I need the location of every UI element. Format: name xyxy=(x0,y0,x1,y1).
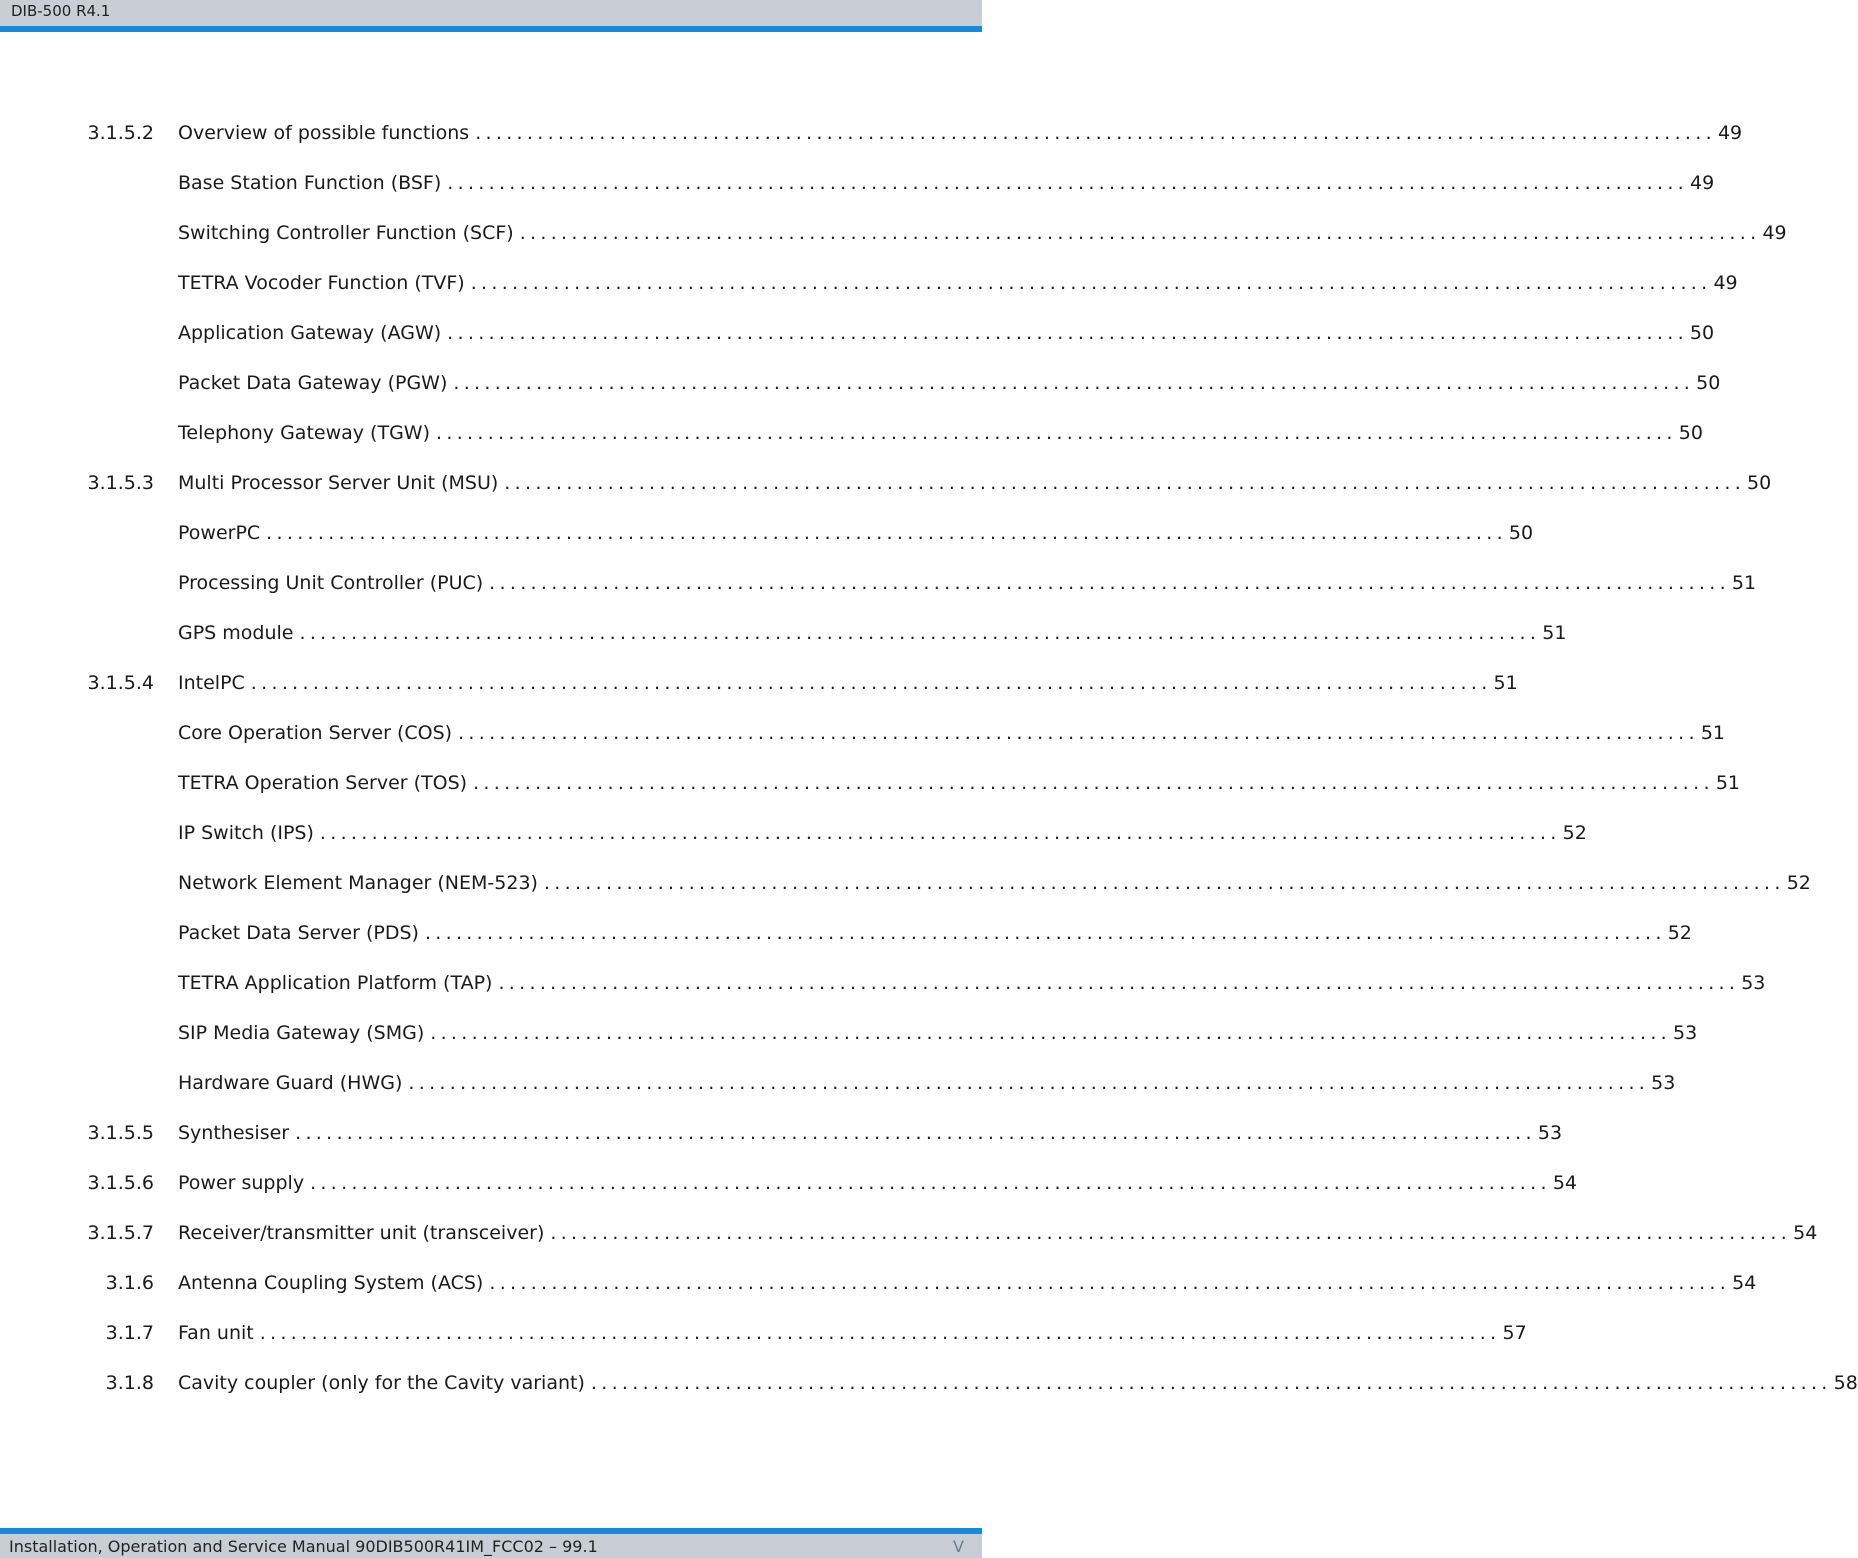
toc-page-number: 53 xyxy=(1741,972,1766,994)
toc-entry[interactable] xyxy=(0,1208,1818,1258)
toc-entry[interactable] xyxy=(0,808,1587,858)
toc-line xyxy=(178,758,1741,808)
toc-leader-dots: ........................................................................................................................ xyxy=(424,922,1666,944)
toc-page-number: 50 xyxy=(1696,372,1721,394)
toc-entry[interactable] xyxy=(0,158,1715,208)
toc-line xyxy=(178,408,1703,458)
toc-line xyxy=(178,1108,1563,1158)
toc-line xyxy=(178,1008,1698,1058)
toc-line xyxy=(178,658,1518,708)
toc-entry[interactable] xyxy=(0,1008,1698,1058)
toc-entry[interactable] xyxy=(0,1058,1676,1108)
toc-leader-dots: ........................................................................................................................ xyxy=(408,1072,1650,1094)
toc-section-number: 3.1.5.4 xyxy=(87,672,154,694)
toc-title: Fan unit xyxy=(178,1322,254,1344)
toc-leader-dots: ........................................................................................................................ xyxy=(473,772,1714,794)
toc-line xyxy=(178,908,1692,958)
toc-page-number: 53 xyxy=(1537,1122,1563,1144)
toc-section-number: 3.1.5.2 xyxy=(87,122,154,144)
toc-entry[interactable] xyxy=(0,558,1757,608)
toc-title: Application Gateway (AGW) xyxy=(178,322,442,344)
toc-line xyxy=(178,308,1715,358)
toc-leader-dots: ........................................................................................................................ xyxy=(470,272,1712,294)
toc-entry[interactable] xyxy=(0,908,1692,958)
toc-title: Switching Controller Function (SCF) xyxy=(178,222,514,244)
toc-page-number: 52 xyxy=(1562,822,1587,844)
toc-leader-dots: ........................................................................................................................ xyxy=(453,372,1695,394)
toc-title: PowerPC xyxy=(178,522,261,544)
toc-leader-dots: ........................................................................................................................ xyxy=(489,572,1730,594)
toc-page-number: 51 xyxy=(1731,572,1757,594)
toc-leader-dots: ........................................................................................................................ xyxy=(447,172,1689,194)
toc-section-number: 3.1.5.5 xyxy=(87,1122,154,1144)
page-header xyxy=(0,0,982,32)
toc-leader-dots: ........................................................................................................................ xyxy=(430,1022,1671,1044)
toc-leader-dots: ........................................................................................................................ xyxy=(447,322,1688,344)
toc-leader-dots: ........................................................................................................................ xyxy=(489,1272,1731,1294)
toc-page-number: 53 xyxy=(1651,1072,1676,1094)
toc-line xyxy=(178,1308,1527,1358)
toc-title: Synthesiser xyxy=(178,1122,290,1144)
toc-line xyxy=(178,258,1738,308)
footer-page-number: V xyxy=(953,1537,964,1556)
toc-page-number: 49 xyxy=(1713,272,1738,294)
toc-entry[interactable] xyxy=(0,508,1534,558)
toc-title: SIP Media Gateway (SMG) xyxy=(178,1022,425,1044)
table-of-contents xyxy=(0,108,1858,1408)
toc-line xyxy=(178,1058,1676,1108)
toc-line xyxy=(178,1158,1578,1208)
toc-title: Hardware Guard (HWG) xyxy=(178,1072,403,1094)
toc-title: Telephony Gateway (TGW) xyxy=(178,422,431,444)
toc-entry[interactable] xyxy=(0,1108,1563,1158)
toc-leader-dots: ........................................................................................................................ xyxy=(550,1222,1792,1244)
toc-line xyxy=(178,208,1787,258)
toc-page-number: 51 xyxy=(1542,622,1567,644)
toc-page-number: 50 xyxy=(1747,472,1772,494)
toc-title: TETRA Operation Server (TOS) xyxy=(178,772,468,794)
toc-page-number: 53 xyxy=(1673,1022,1698,1044)
toc-section-number: 3.1.6 xyxy=(105,1272,154,1294)
toc-title: IntelPC xyxy=(178,672,245,694)
toc-title: Packet Data Gateway (PGW) xyxy=(178,372,448,394)
toc-line xyxy=(178,958,1766,1008)
toc-line xyxy=(178,1208,1818,1258)
toc-title: Processing Unit Controller (PUC) xyxy=(178,572,484,594)
toc-page-number: 49 xyxy=(1717,122,1743,144)
toc-section-number: 3.1.5.3 xyxy=(87,472,154,494)
page-footer xyxy=(0,1528,982,1558)
toc-title: Receiver/transmitter unit (transceiver) xyxy=(178,1222,545,1244)
toc-leader-dots: ........................................................................................................................ xyxy=(436,422,1677,444)
toc-page-number: 52 xyxy=(1786,872,1811,894)
toc-title: IP Switch (IPS) xyxy=(178,822,314,844)
toc-page-number: 54 xyxy=(1732,1272,1757,1294)
toc-leader-dots: ........................................................................................................................ xyxy=(259,1322,1501,1344)
toc-page-number: 54 xyxy=(1793,1222,1818,1244)
toc-line xyxy=(178,108,1743,158)
toc-title: Overview of possible functions xyxy=(178,122,470,144)
document-title: DIB-500 R4.1 xyxy=(11,2,111,20)
toc-entry[interactable] xyxy=(0,458,1772,508)
toc-page-number: 50 xyxy=(1508,522,1534,544)
toc-leader-dots: ........................................................................................................................ xyxy=(266,522,1507,544)
toc-entry[interactable] xyxy=(0,308,1715,358)
toc-leader-dots: ........................................................................................................................ xyxy=(458,722,1699,744)
toc-leader-dots: ........................................................................................................................ xyxy=(299,622,1541,644)
footer-manual-title: Installation, Operation and Service Manual 90DIB500R41IM_FCC02 – 99.1 xyxy=(9,1537,598,1556)
toc-page-number: 58 xyxy=(1833,1372,1858,1394)
toc-leader-dots: ........................................................................................................................ xyxy=(504,472,1746,494)
toc-entry[interactable] xyxy=(0,658,1518,708)
toc-page-number: 57 xyxy=(1502,1322,1527,1344)
toc-leader-dots: ........................................................................................................................ xyxy=(498,972,1740,994)
toc-leader-dots: ........................................................................................................................ xyxy=(475,122,1716,144)
toc-line xyxy=(178,808,1587,858)
toc-line xyxy=(178,158,1715,208)
toc-section-number: 3.1.7 xyxy=(105,1322,154,1344)
toc-entry[interactable] xyxy=(0,258,1738,308)
toc-entry[interactable] xyxy=(0,208,1787,258)
toc-page-number: 51 xyxy=(1700,722,1725,744)
toc-entry[interactable] xyxy=(0,358,1721,408)
toc-title: Packet Data Server (PDS) xyxy=(178,922,419,944)
toc-entry[interactable] xyxy=(0,1258,1757,1308)
toc-line xyxy=(178,458,1772,508)
toc-page-number: 49 xyxy=(1762,222,1787,244)
toc-page-number: 51 xyxy=(1493,672,1518,694)
toc-line xyxy=(178,1258,1757,1308)
toc-title: Cavity coupler (only for the Cavity variant) xyxy=(178,1372,585,1394)
toc-entry[interactable] xyxy=(0,108,1743,158)
toc-line xyxy=(178,708,1725,758)
toc-page-number: 52 xyxy=(1667,922,1692,944)
toc-line xyxy=(178,608,1567,658)
toc-leader-dots: ........................................................................................................................ xyxy=(319,822,1561,844)
toc-leader-dots: ........................................................................................................................ xyxy=(310,1172,1551,1194)
toc-section-number: 3.1.5.7 xyxy=(87,1222,154,1244)
toc-title: TETRA Vocoder Function (TVF) xyxy=(178,272,465,294)
toc-title: Core Operation Server (COS) xyxy=(178,722,453,744)
toc-line xyxy=(178,508,1534,558)
toc-page-number: 51 xyxy=(1715,772,1741,794)
toc-page-number: 54 xyxy=(1552,1172,1578,1194)
toc-line xyxy=(178,858,1811,908)
toc-page-number: 50 xyxy=(1689,322,1715,344)
toc-title: Antenna Coupling System (ACS) xyxy=(178,1272,484,1294)
toc-entry[interactable] xyxy=(0,408,1703,458)
toc-leader-dots: ........................................................................................................................ xyxy=(519,222,1761,244)
toc-line xyxy=(178,558,1757,608)
toc-line xyxy=(178,1358,1858,1408)
toc-leader-dots: ........................................................................................................................ xyxy=(295,1122,1536,1144)
toc-section-number: 3.1.5.6 xyxy=(87,1172,154,1194)
toc-title: Base Station Function (BSF) xyxy=(178,172,442,194)
toc-entry[interactable] xyxy=(0,1158,1578,1208)
toc-title: GPS module xyxy=(178,622,294,644)
toc-page-number: 49 xyxy=(1690,172,1715,194)
toc-entry[interactable] xyxy=(0,858,1811,908)
toc-page-number: 50 xyxy=(1678,422,1703,444)
toc-leader-dots: ........................................................................................................................ xyxy=(543,872,1785,894)
toc-section-number: 3.1.8 xyxy=(105,1372,154,1394)
toc-title: Network Element Manager (NEM-523) xyxy=(178,872,538,894)
toc-entry[interactable] xyxy=(0,1358,1858,1408)
toc-entry[interactable] xyxy=(0,1308,1527,1358)
toc-leader-dots: ........................................................................................................................ xyxy=(590,1372,1832,1394)
toc-entry[interactable] xyxy=(0,608,1567,658)
toc-entry[interactable] xyxy=(0,958,1766,1008)
toc-title: TETRA Application Platform (TAP) xyxy=(178,972,493,994)
toc-title: Power supply xyxy=(178,1172,305,1194)
toc-line xyxy=(178,358,1721,408)
toc-entry[interactable] xyxy=(0,758,1741,808)
toc-leader-dots: ........................................................................................................................ xyxy=(250,672,1492,694)
toc-entry[interactable] xyxy=(0,708,1725,758)
toc-title: Multi Processor Server Unit (MSU) xyxy=(178,472,499,494)
